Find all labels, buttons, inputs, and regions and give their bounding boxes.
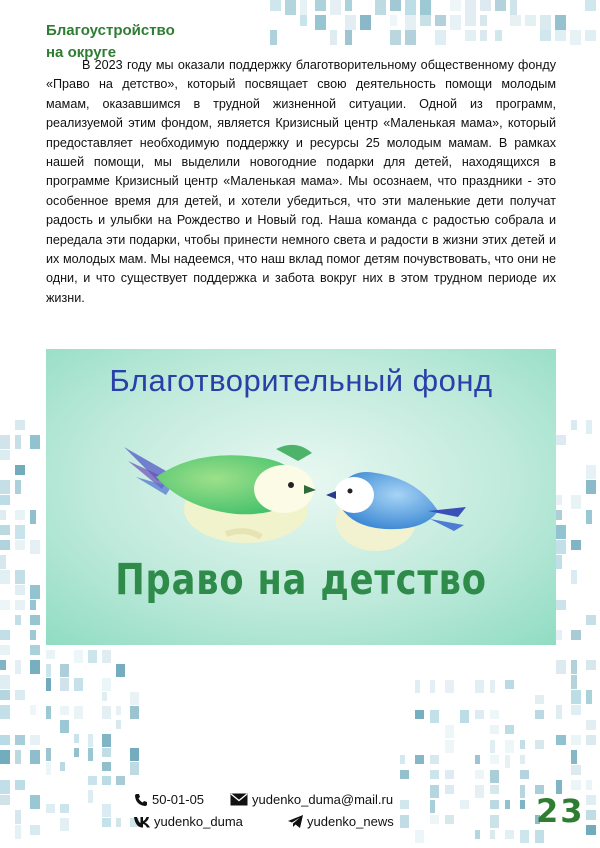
decorative-square [586, 810, 596, 820]
decorative-square [430, 755, 439, 764]
decorative-square [0, 780, 10, 794]
decorative-square [520, 770, 529, 779]
decorative-square [15, 615, 21, 625]
decorative-squares-right [556, 420, 600, 848]
decorative-square [345, 15, 356, 30]
decorative-square [116, 818, 121, 827]
decorative-square [490, 710, 499, 719]
decorative-squares-bottom-left [46, 650, 146, 848]
decorative-square [490, 830, 495, 839]
decorative-square [0, 570, 10, 584]
decorative-square [535, 830, 544, 843]
decorative-square [571, 765, 581, 775]
decorative-square [315, 15, 326, 30]
decorative-square [0, 510, 6, 520]
decorative-square [445, 770, 454, 779]
decorative-square [15, 585, 25, 595]
decorative-square [0, 630, 10, 640]
decorative-square [556, 555, 562, 569]
decorative-square [88, 790, 93, 803]
decorative-square [586, 720, 596, 730]
decorative-square [74, 734, 79, 743]
decorative-square [270, 30, 277, 45]
article-text: В 2023 году мы оказали поддержку благотворительному общественному фонду «Право на детство», который посвящает свою деятельность помощи молодым мамам, оказавшимся в трудной жизненной ситуации. Одной из программ, реализуемой этим фондом, является Кризисный центр «Маленькая мама», который предоставляет необходимую поддержку и ресурсы 25 молодым мамам. В рамках нашей помощи, мы выделили новогодние подарки для детей, находящихся в программе Кризисный центр «Маленькая мама». Мы осознаем, что праздники - это особенное время для детей, и хотели убедиться, что эти маленькие дети получат радость и улыбки на Рождество и Новый год. Наша команда с радостью собрала и передала эти подарки, чтобы принести немного света и радости в жизни этих детей и их молодых мам. Мы надеемся, что наш вклад помог детям почувствовать, что они не одни, и что существует поддержка и забота вокруг них в этом трудном периоде их жизни. [46, 58, 556, 305]
decorative-square [586, 615, 596, 625]
decorative-square [586, 825, 596, 835]
decorative-square [60, 762, 65, 771]
telegram-handle[interactable]: yudenko_news [307, 814, 394, 829]
decorative-square [0, 450, 10, 460]
decorative-squares-bottom-right [400, 680, 556, 848]
decorative-square [345, 0, 352, 11]
decorative-square [345, 30, 352, 45]
decorative-square [490, 770, 499, 783]
phone-icon [134, 793, 148, 807]
decorative-square [465, 15, 476, 26]
decorative-square [415, 680, 420, 693]
decorative-square [571, 690, 581, 704]
decorative-square [556, 705, 562, 719]
decorative-square [415, 755, 424, 764]
decorative-square [571, 420, 577, 430]
decorative-square [495, 0, 506, 11]
decorative-square [300, 15, 307, 26]
decorative-square [0, 750, 10, 764]
decorative-square [585, 30, 596, 41]
decorative-square [445, 785, 454, 794]
decorative-square [102, 734, 111, 747]
decorative-square [60, 706, 69, 715]
decorative-square [505, 680, 514, 689]
decorative-square [30, 750, 40, 764]
decorative-square [390, 0, 401, 11]
decorative-square [88, 650, 97, 663]
decorative-square [15, 780, 25, 790]
decorative-square [102, 804, 111, 817]
decorative-square [535, 710, 544, 719]
decorative-square [465, 30, 476, 41]
decorative-square [405, 30, 416, 45]
decorative-square [586, 465, 596, 479]
decorative-square [586, 480, 596, 494]
decorative-squares-left [0, 420, 46, 848]
decorative-square [420, 0, 431, 15]
decorative-square [102, 748, 111, 757]
decorative-square [330, 30, 337, 45]
decorative-square [15, 750, 21, 764]
decorative-square [556, 510, 562, 520]
mail-icon [230, 793, 248, 806]
decorative-square [556, 540, 566, 554]
decorative-square [585, 0, 596, 11]
decorative-square [430, 800, 435, 813]
decorative-square [505, 800, 510, 809]
decorative-square [571, 735, 581, 745]
decorative-square [586, 780, 592, 790]
decorative-square [571, 570, 577, 584]
decorative-square [46, 762, 51, 775]
decorative-square [46, 706, 51, 719]
decorative-square [445, 680, 454, 693]
decorative-square [270, 0, 281, 11]
decorative-square [490, 800, 499, 809]
decorative-square [30, 540, 40, 554]
decorative-square [520, 740, 525, 749]
decorative-square [0, 690, 10, 700]
telegram-contact[interactable] [288, 814, 394, 829]
decorative-square [74, 706, 83, 719]
vk-contact[interactable] [134, 814, 243, 829]
vk-handle[interactable]: yudenko_duma [154, 814, 243, 829]
decorative-square [74, 748, 79, 757]
decorative-square [435, 30, 446, 45]
decorative-square [15, 480, 21, 494]
decorative-square [0, 600, 10, 610]
decorative-square [520, 800, 525, 809]
decorative-square [60, 664, 69, 677]
decorative-square [46, 650, 55, 659]
decorative-square [415, 830, 424, 843]
decorative-square [15, 420, 25, 430]
decorative-square [15, 735, 25, 745]
decorative-square [480, 0, 491, 11]
decorative-square [15, 525, 25, 539]
decorative-square [415, 710, 424, 719]
decorative-square [540, 15, 551, 30]
decorative-square [15, 660, 21, 674]
decorative-square [375, 0, 386, 15]
decorative-square [475, 755, 480, 764]
decorative-square [510, 15, 521, 26]
decorative-square [570, 30, 581, 45]
decorative-square [475, 680, 484, 693]
decorative-square [46, 748, 51, 761]
decorative-square [116, 706, 121, 715]
decorative-square [15, 540, 25, 550]
decorative-square [102, 678, 111, 691]
decorative-square [0, 495, 10, 505]
decorative-square [490, 755, 499, 764]
decorative-square [30, 825, 40, 835]
decorative-square [0, 735, 10, 745]
decorative-square [430, 785, 439, 798]
decorative-square [571, 660, 577, 674]
decorative-square [130, 748, 139, 761]
decorative-square [60, 678, 69, 691]
decorative-square [556, 660, 566, 674]
page-number: 23 [536, 792, 585, 830]
decorative-square [505, 830, 514, 839]
decorative-square [400, 770, 409, 779]
decorative-square [15, 825, 21, 839]
decorative-square [46, 804, 55, 813]
decorative-square [30, 615, 40, 625]
decorative-square [0, 675, 10, 689]
decorative-square [556, 630, 562, 640]
decorative-square [0, 540, 10, 550]
decorative-square [435, 15, 446, 26]
decorative-square [315, 0, 326, 11]
decorative-square [556, 600, 566, 610]
decorative-square [30, 795, 40, 809]
decorative-square [30, 735, 40, 745]
decorative-square [102, 762, 111, 771]
banner-foundation-name: Право на детство [115, 555, 487, 605]
decorative-square [571, 630, 581, 640]
decorative-square [475, 830, 480, 839]
decorative-square [0, 645, 10, 655]
decorative-square [540, 30, 551, 41]
contacts-footer [134, 792, 404, 836]
decorative-square [30, 585, 40, 599]
decorative-square [445, 740, 454, 753]
decorative-square [556, 735, 566, 745]
decorative-square [571, 495, 581, 509]
decorative-square [460, 800, 469, 809]
decorative-square [88, 748, 93, 761]
decorative-square [0, 705, 10, 719]
decorative-square [0, 660, 6, 670]
decorative-square [445, 815, 454, 824]
decorative-square [586, 795, 596, 805]
telegram-icon [288, 815, 303, 828]
decorative-square [465, 0, 476, 15]
decorative-square [15, 510, 25, 520]
decorative-square [74, 678, 83, 691]
decorative-square [490, 815, 499, 828]
decorative-square [30, 705, 36, 715]
decorative-square [30, 600, 36, 610]
decorative-square [430, 680, 435, 693]
decorative-square [30, 660, 40, 674]
banner-title: Благотворительный фонд [109, 363, 493, 398]
decorative-square [571, 705, 581, 715]
decorative-square [15, 435, 21, 449]
decorative-square [15, 465, 25, 475]
decorative-square [556, 435, 566, 445]
decorative-square [490, 680, 495, 693]
decorative-square [586, 420, 592, 434]
decorative-square [505, 725, 514, 734]
decorative-square [0, 435, 10, 449]
decorative-square [30, 645, 40, 655]
decorative-square [586, 690, 592, 704]
decorative-square [30, 630, 36, 640]
decorative-square [116, 720, 121, 729]
decorative-square [360, 15, 371, 30]
decorative-square [15, 810, 21, 824]
phone-contact [134, 792, 204, 807]
decorative-square [450, 0, 461, 11]
decorative-square [555, 15, 566, 30]
decorative-square [445, 725, 454, 738]
decorative-square [390, 15, 397, 26]
decorative-square [405, 0, 416, 15]
decorative-square [102, 692, 107, 701]
decorative-square [405, 15, 416, 30]
decorative-square [116, 664, 125, 677]
decorative-square [15, 690, 25, 700]
decorative-square [571, 780, 581, 790]
decorative-square [505, 755, 510, 768]
decorative-square [510, 0, 517, 15]
vk-icon [134, 816, 150, 828]
decorative-square [330, 0, 341, 15]
email-address[interactable]: yudenko_duma@mail.ru [252, 792, 394, 807]
decorative-square [490, 740, 495, 753]
decorative-square [490, 725, 499, 734]
decorative-square [556, 495, 562, 505]
decorative-square [102, 706, 111, 719]
decorative-square [46, 664, 51, 677]
decorative-square [0, 480, 10, 494]
decorative-square [116, 776, 125, 785]
decorative-square [490, 785, 499, 794]
decorative-square [88, 776, 97, 785]
decorative-square [74, 650, 83, 663]
decorative-square [15, 570, 25, 584]
decorative-square [430, 815, 439, 824]
decorative-square [130, 706, 139, 719]
decorative-square [0, 525, 10, 535]
decorative-square [586, 660, 596, 670]
decorative-square [475, 710, 484, 719]
decorative-square [60, 804, 69, 813]
decorative-square [505, 740, 514, 753]
decorative-square [400, 755, 405, 764]
decorative-square [130, 762, 139, 775]
decorative-square [535, 695, 544, 704]
decorative-square [480, 30, 487, 41]
decorative-square [586, 735, 596, 745]
decorative-square [475, 785, 484, 798]
decorative-square [430, 710, 439, 723]
decorative-square [520, 830, 529, 843]
decorative-square [390, 30, 401, 45]
section-title-line1: Благоустройство [46, 22, 175, 39]
decorative-square [556, 525, 566, 539]
decorative-square [130, 692, 139, 705]
decorative-square [460, 710, 469, 723]
decorative-square [60, 720, 69, 733]
decorative-square [0, 555, 6, 569]
decorative-square [571, 750, 577, 764]
decorative-square [555, 30, 566, 41]
decorative-square [300, 0, 307, 15]
decorative-square [450, 15, 461, 30]
decorative-square [0, 795, 10, 805]
decorative-square [520, 755, 525, 764]
decorative-square [571, 540, 581, 550]
decorative-square [480, 15, 487, 26]
decorative-square [475, 770, 484, 779]
decorative-square [60, 818, 69, 831]
charity-banner [46, 349, 556, 645]
decorative-square [285, 0, 296, 15]
decorative-square [571, 675, 577, 689]
section-title-line2: на округе [46, 44, 117, 61]
decorative-square [102, 818, 111, 827]
decorative-square [102, 776, 111, 785]
decorative-square [15, 600, 25, 610]
decorative-square [495, 30, 502, 41]
decorative-square [30, 510, 36, 524]
decorative-square [46, 678, 51, 691]
decorative-square [30, 435, 40, 449]
decorative-square [535, 740, 544, 749]
decorative-square [586, 510, 592, 524]
decorative-square [430, 770, 439, 779]
decorative-square [525, 15, 536, 26]
decorative-squares-top [270, 0, 600, 60]
email-contact[interactable] [230, 792, 393, 807]
decorative-square [420, 15, 431, 26]
decorative-square [88, 734, 93, 747]
decorative-square [102, 650, 111, 663]
phone-number: 50-01-05 [152, 792, 205, 807]
decorative-square [520, 785, 525, 798]
